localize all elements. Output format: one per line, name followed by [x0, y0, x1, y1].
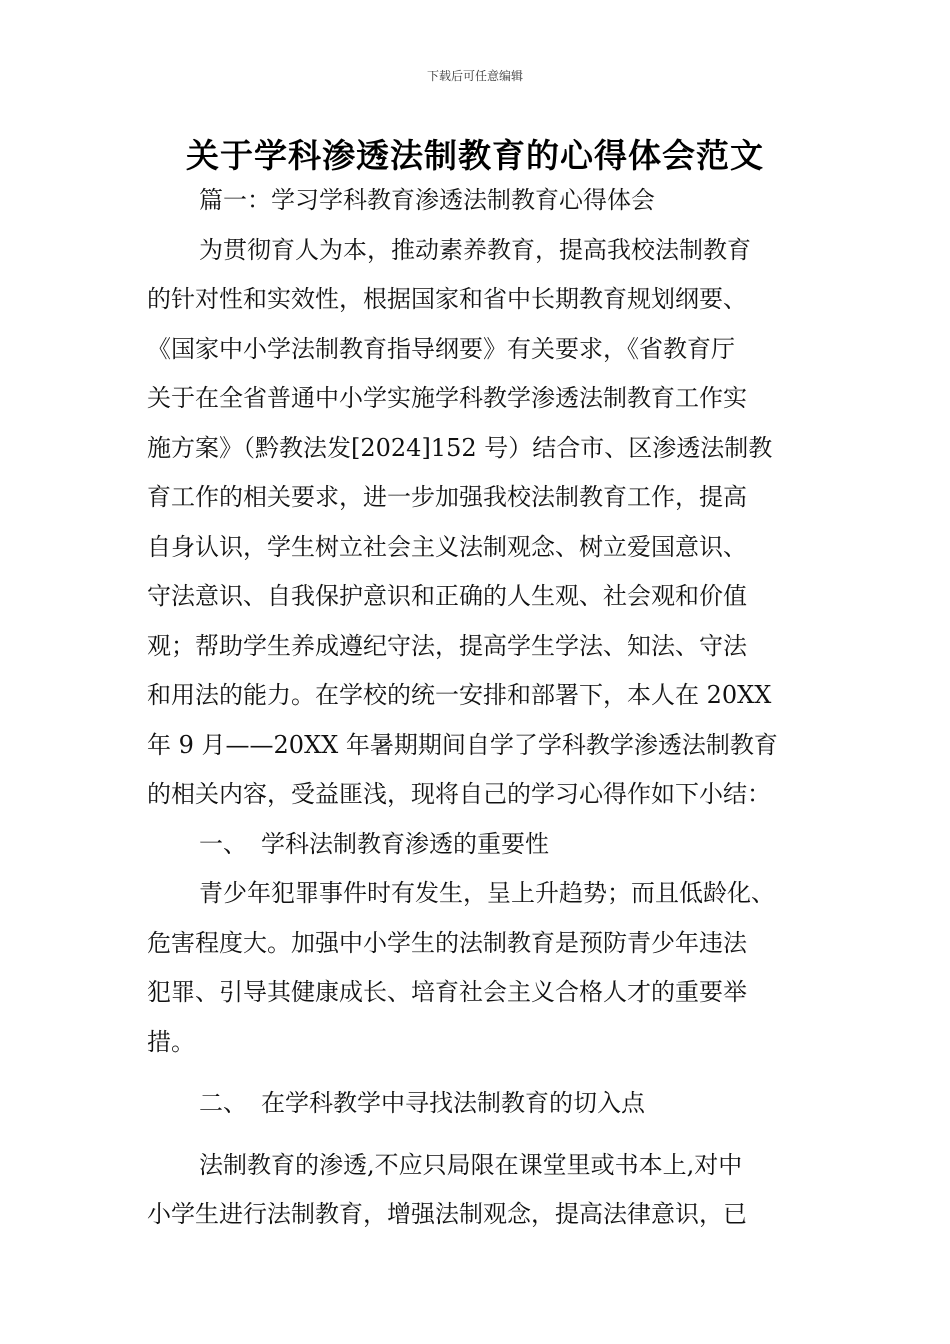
document-title: 关于学科渗透法制教育的心得体会范文 — [186, 136, 764, 175]
paragraph-line: 关于在全省普通中小学实施学科教学渗透法制教育工作实 — [147, 384, 747, 412]
document-body — [147, 176, 817, 1240]
paragraph-line: 观；帮助学生养成遵纪守法，提高学生学法、知法、守法 — [147, 631, 747, 660]
paragraph-line: 年 9 月——20XX 年暑期期间自学了学科教学渗透法制教育 — [147, 730, 778, 759]
section-heading-2 — [147, 1079, 817, 1129]
paragraph-line: 青少年犯罪事件时有发生，呈上升趋势；而且低龄化、 — [199, 879, 775, 907]
paragraph-line: 的相关内容，受益匪浅，现将自己的学习心得作如下小结： — [147, 780, 771, 808]
paragraph-line: 危害程度大。加强中小学生的法制教育是预防青少年违法 — [147, 928, 747, 957]
paragraph-1 — [147, 226, 817, 820]
paragraph-line: 小学生进行法制教育，增强法制观念，提高法律意识，已 — [147, 1200, 747, 1228]
section-heading-1 — [147, 820, 817, 870]
paragraph-3 — [147, 1141, 817, 1240]
paragraph-line: 和用法的能力。在学校的统一安排和部署下，本人在 20XX — [147, 681, 772, 709]
paragraph-line: 犯罪、引导其健康成长、培育社会主义合格人才的重要举 — [147, 978, 747, 1006]
paragraph-line: 《国家中小学法制教育指导纲要》有关要求，《省教育厅 — [147, 334, 735, 363]
paragraph-line: 守法意识、自我保护意识和正确的人生观、社会观和价值 — [147, 582, 747, 610]
section-number: 二、 — [199, 1089, 247, 1117]
header-note: 下载后可任意编辑 — [426, 69, 523, 83]
paragraph-line: 措。 — [147, 1027, 195, 1056]
section-number: 一、 — [199, 829, 247, 858]
paragraph-2 — [147, 869, 817, 1067]
section-title: 学科法制教育渗透的重要性 — [261, 829, 549, 858]
paragraph-line: 育工作的相关要求，进一步加强我校法制教育工作，提高 — [147, 483, 747, 511]
paragraph-line: 自身认识，学生树立社会主义法制观念、树立爱国意识、 — [147, 532, 747, 561]
paragraph-line: 施方案》（黔教法发[2024]152 号）结合市、区渗透法制教 — [147, 433, 773, 462]
section-title: 在学科教学中寻找法制教育的切入点 — [261, 1089, 645, 1117]
paragraph-line: 为贯彻育人为本，推动素养教育，提高我校法制教育 — [199, 235, 751, 264]
paragraph-line: 的针对性和实效性，根据国家和省中长期教育规划纲要、 — [147, 285, 747, 313]
subtitle: 篇一：学习学科教育渗透法制教育心得体会 — [199, 186, 655, 214]
paragraph-line: 法制教育的渗透,不应只局限在课堂里或书本上,对中 — [199, 1150, 743, 1179]
